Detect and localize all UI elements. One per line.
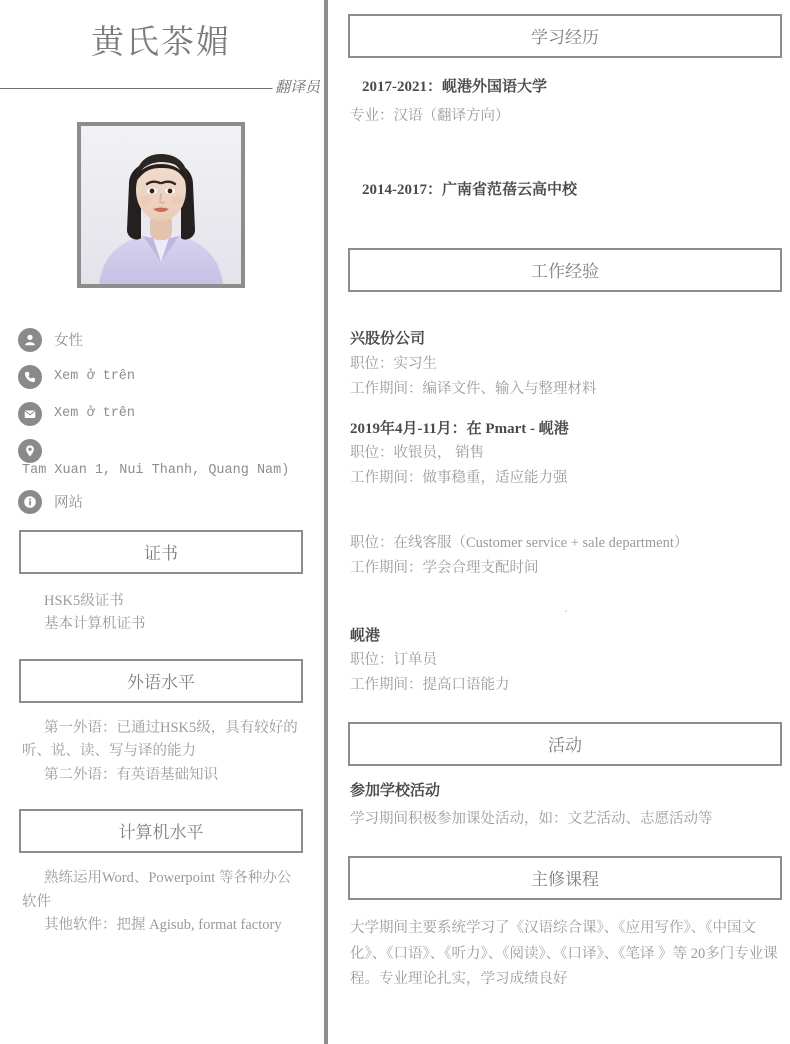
section-certificates — [0, 530, 322, 637]
certificate-line: HSK5级证书 — [44, 592, 124, 609]
contact-value-gender: 女性 — [54, 333, 83, 350]
section-body-work-experience — [336, 328, 790, 697]
education-heading: 2014-2017：广南省范蓓云高中校 — [362, 182, 577, 199]
section-body-languages — [0, 717, 322, 787]
contact-item-gender — [18, 328, 322, 352]
stray-dot-artifact: . — [564, 599, 568, 615]
column-divider — [324, 0, 328, 1044]
computer-skill-line: 熟练运用Word、Powerpoint 等各种办公软件 — [22, 870, 292, 910]
person-icon — [18, 328, 42, 352]
work-position: 职位：在线客服（Customer service + sale department） — [350, 534, 689, 551]
contact-value-email: Xem ở trên — [54, 406, 136, 422]
language-line: 第一外语：已通过HSK5级，具有较好的听、说、读、写与译的能力 — [22, 719, 298, 760]
language-line: 第二外语：有英语基础知识 — [44, 766, 218, 783]
activity-detail: 学习期间积极参加课处活动，如：文艺活动、志愿活动等 — [350, 810, 713, 827]
certificate-line: 基本计算机证书 — [44, 616, 146, 633]
work-position: 职位：订单员 — [350, 651, 437, 668]
section-body-certificates — [0, 590, 322, 637]
section-header-work-experience: 工作经验 — [348, 248, 782, 292]
contact-address-text: Tam Xuan 1, Nui Thanh, Quang Nam) — [22, 462, 290, 478]
section-activities — [336, 722, 790, 832]
section-header-certificates: 证书 — [19, 530, 303, 574]
job-title: 翻译员 — [273, 76, 322, 100]
contact-item-website[interactable] — [18, 490, 322, 514]
education-heading: 2017-2021：岘港外国语大学 — [362, 79, 547, 95]
section-body-main-courses — [336, 916, 790, 993]
work-entry — [350, 328, 782, 401]
section-header-education: 学习经历 — [348, 14, 782, 58]
section-computer-skills — [0, 809, 322, 937]
computer-skill-line: 其他软件：把握 Agisub, format factory — [44, 916, 282, 933]
main-courses-text: 大学期间主要系统学习了《汉语综合课》、《应用写作》、《中国文化》、《口语》、《听力》、《阅读》、《口译》、《笔译 》等 20多门专业课程。专业理论扎实，学习成绩良好 — [350, 919, 778, 988]
work-position: 职位：收银员， 销售 — [350, 444, 485, 461]
work-duties: 工作期间：学会合理支配时间 — [350, 559, 539, 576]
section-languages — [0, 659, 322, 787]
left-column — [0, 0, 322, 1044]
subtitle-block — [0, 76, 322, 100]
contact-value-phone: Xem ở trên — [54, 369, 136, 385]
contact-item-phone[interactable] — [18, 365, 322, 389]
phone-icon — [18, 365, 42, 389]
section-education — [336, 14, 790, 202]
work-company: 2019年4月-11月：在 Pmart - 岘港 — [350, 420, 569, 437]
work-duties: 工作期间：编译文件、输入与整理材料 — [350, 380, 597, 397]
location-icon — [18, 439, 42, 463]
profile-photo — [77, 122, 245, 288]
work-duties: 工作期间：做事稳重，适应能力强 — [350, 469, 568, 486]
education-detail: 专业：汉语（翻译方向） — [350, 108, 510, 125]
section-header-computer-skills: 计算机水平 — [19, 809, 303, 853]
profile-photo-image — [81, 126, 241, 284]
section-main-courses — [336, 856, 790, 993]
section-body-education — [336, 76, 790, 202]
contact-value-website: 网站 — [54, 495, 83, 512]
section-body-activities — [336, 780, 790, 832]
work-position: 职位：实习生 — [350, 355, 437, 372]
work-company: 兴股份公司 — [350, 331, 426, 348]
section-header-main-courses: 主修课程 — [348, 856, 782, 900]
section-header-activities: 活动 — [348, 722, 782, 766]
right-column — [336, 0, 790, 1044]
contact-item-email[interactable] — [18, 402, 322, 426]
section-header-languages: 外语水平 — [19, 659, 303, 703]
page-title: 黄氏茶媚 — [91, 25, 231, 61]
work-entry — [350, 625, 782, 698]
work-entry — [350, 531, 782, 581]
activity-heading: 参加学校活动 — [350, 782, 441, 799]
section-body-computer-skills — [0, 867, 322, 937]
contact-list — [0, 328, 322, 514]
email-icon — [18, 402, 42, 426]
work-company: 岘港 — [350, 627, 381, 644]
work-entry — [350, 418, 782, 491]
info-icon — [18, 490, 42, 514]
contact-item-address — [18, 439, 322, 463]
section-work-experience — [336, 248, 790, 697]
work-duties: 工作期间：提高口语能力 — [350, 676, 510, 693]
